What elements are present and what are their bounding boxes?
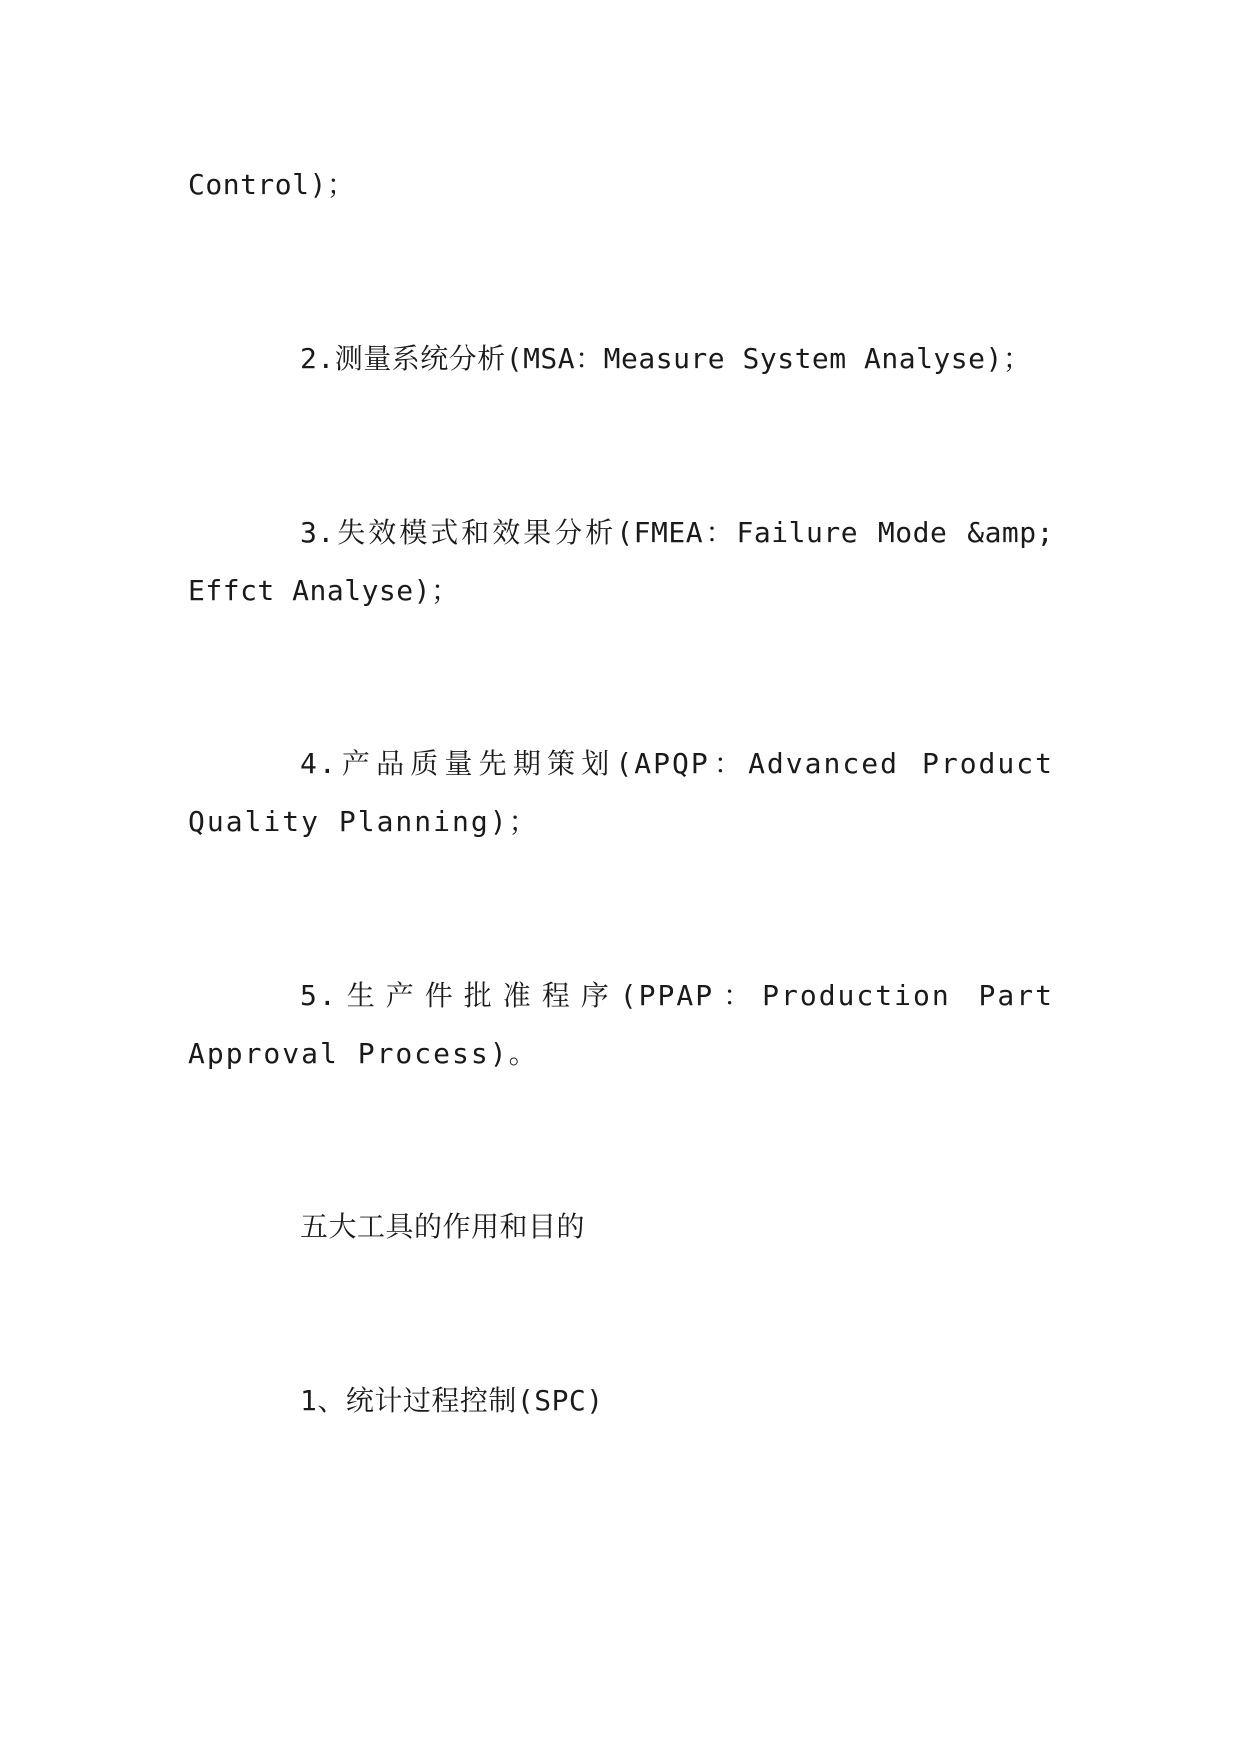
heading-tools-purpose: 五大工具的作用和目的 [300,1210,586,1243]
paragraph-apqp: 4.产品质量先期策划(APQP：Advanced Product Quality Planning)； [188,747,1054,838]
paragraph-msa: 2.测量系统分析(MSA：Measure System Analyse)； [300,342,1032,375]
paragraph-control-tail: Control)； [188,168,356,201]
paragraph-fmea: 3.失效模式和效果分析(FMEA：Failure Mode &amp; Effct Analyse)； [188,516,1054,607]
paragraph-ppap: 5.生产件批准程序(PPAP：Production Part Approval Process)。 [188,979,1054,1070]
paragraph-spc: 1、统计过程控制(SPC) [300,1384,604,1417]
